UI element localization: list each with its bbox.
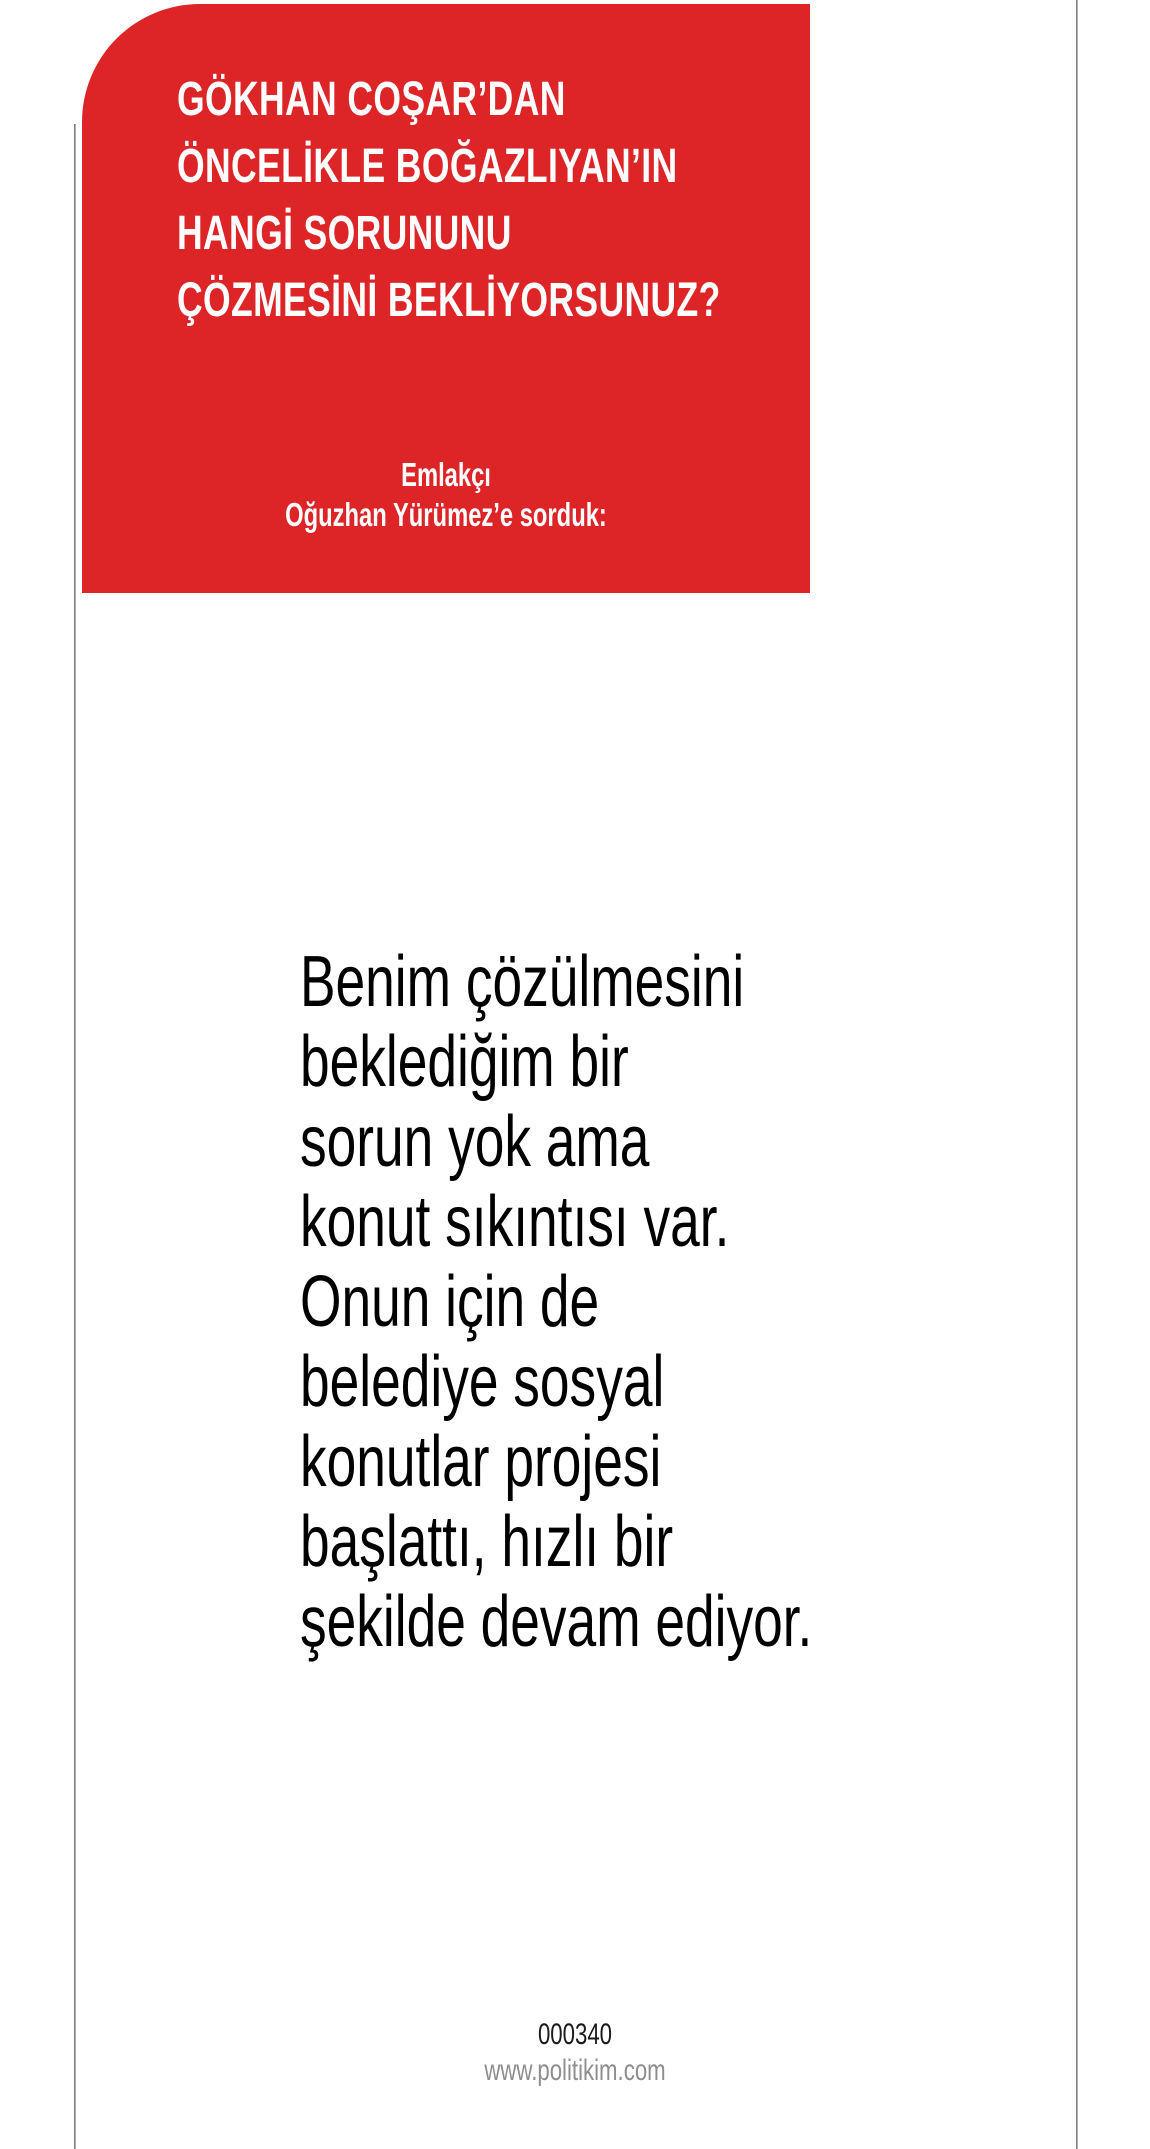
question-title-line: HANGİ SORUNUNU — [177, 207, 512, 260]
respondent-name: Oğuzhan Yürümez’e sorduk: — [285, 496, 607, 533]
answer-line: Benim çözülmesini — [300, 942, 745, 1022]
answer-line: belediye sosyal — [300, 1342, 665, 1422]
answer-line: konut sıkıntısı var. — [300, 1182, 730, 1262]
left-vertical-rule — [74, 124, 76, 2149]
right-vertical-rule — [1076, 0, 1078, 2149]
respondent-occupation: Emlakçı — [401, 456, 491, 493]
question-title-line: GÖKHAN COŞAR’DAN — [177, 73, 566, 126]
card-number: 000340 — [537, 2018, 613, 2051]
answer-line: beklediğim bir — [300, 1022, 629, 1102]
footer — [150, 2017, 1001, 2089]
answer-text — [300, 942, 812, 1662]
answer-line: konutlar projesi — [300, 1422, 662, 1502]
website-url: www.politikim.com — [484, 2054, 666, 2087]
answer-line: şekilde devam ediyor. — [300, 1582, 813, 1662]
question-title — [177, 66, 721, 334]
question-title-line: ÖNCELİKLE BOĞAZLIYAN’IN — [177, 140, 678, 193]
answer-line: sorun yok ama — [300, 1102, 650, 1182]
question-card — [82, 4, 810, 593]
answer-line: başlattı, hızlı bir — [300, 1502, 674, 1582]
answer-line: Onun için de — [300, 1262, 600, 1342]
respondent-info — [184, 455, 708, 535]
question-title-line: ÇÖZMESİNİ BEKLİYORSUNUZ? — [177, 274, 721, 327]
